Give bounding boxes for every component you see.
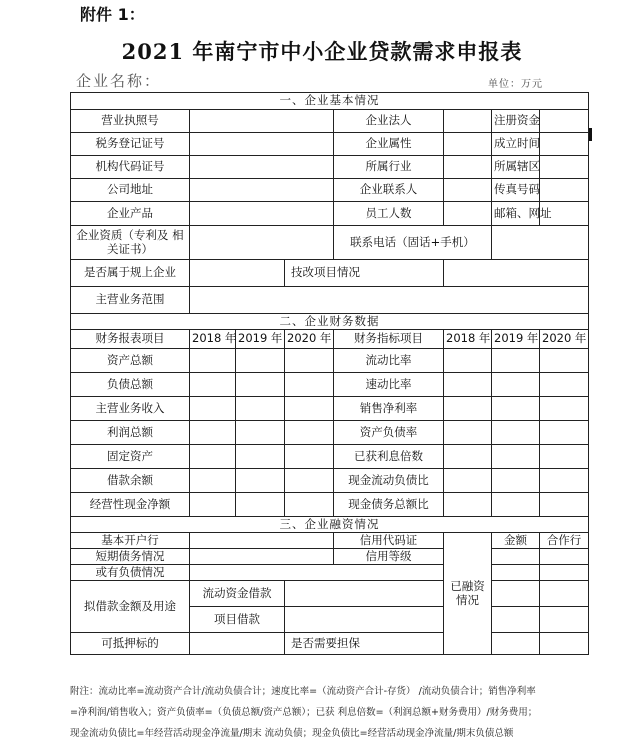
- data-cell[interactable]: [190, 421, 236, 445]
- financed-amount-cell[interactable]: [492, 565, 540, 581]
- registered-capital-label: 注册资金: [492, 110, 540, 133]
- financial-row: [71, 397, 589, 421]
- contact-value[interactable]: [444, 179, 492, 202]
- data-cell[interactable]: [492, 469, 540, 493]
- financed-amount-cell[interactable]: [492, 549, 540, 565]
- short-debt-label: 短期债务情况: [71, 549, 190, 565]
- financial-row-label: 主营业务收入: [71, 397, 190, 421]
- data-cell[interactable]: [236, 469, 285, 493]
- financial-row-label: 借款余额: [71, 469, 190, 493]
- data-cell[interactable]: [190, 445, 236, 469]
- amount-header: 金额: [492, 533, 540, 549]
- financial-row-label: 资产总额: [71, 349, 190, 373]
- financed-amount-cell[interactable]: [492, 607, 540, 633]
- data-cell[interactable]: [492, 421, 540, 445]
- credit-code-label: 信用代码证: [334, 533, 444, 549]
- right-year-2018: 2018 年: [444, 330, 492, 349]
- financial-row: [71, 493, 589, 517]
- data-cell[interactable]: [492, 445, 540, 469]
- financed-bank-cell[interactable]: [540, 565, 589, 581]
- data-cell[interactable]: [285, 421, 334, 445]
- data-cell[interactable]: [236, 397, 285, 421]
- tech-project-value[interactable]: [444, 260, 589, 287]
- address-label: 公司地址: [71, 179, 190, 202]
- financed-bank-cell[interactable]: [540, 607, 589, 633]
- legal-person-value[interactable]: [444, 110, 492, 133]
- footnotes: [70, 681, 610, 744]
- data-cell[interactable]: [285, 445, 334, 469]
- tax-reg-value[interactable]: [190, 133, 334, 156]
- data-cell[interactable]: [444, 397, 492, 421]
- data-cell[interactable]: [285, 397, 334, 421]
- collateral-value[interactable]: [190, 633, 285, 655]
- loan-application-form: [70, 92, 589, 655]
- above-scale-label: 是否属于规上企业: [71, 260, 190, 287]
- fax-value[interactable]: [540, 179, 589, 202]
- data-cell[interactable]: [540, 469, 589, 493]
- data-cell[interactable]: [190, 397, 236, 421]
- data-cell[interactable]: [444, 349, 492, 373]
- data-cell[interactable]: [540, 493, 589, 517]
- financial-row-label: 负债总额: [71, 373, 190, 397]
- financial-row: [71, 373, 589, 397]
- company-nature-label: 企业属性: [334, 133, 444, 156]
- financial-row: [71, 349, 589, 373]
- financial-row-label: 固定资产: [71, 445, 190, 469]
- jurisdiction-label: 所属辖区: [492, 156, 540, 179]
- left-year-2020: 2020 年: [285, 330, 334, 349]
- cooperation-header: 合作行: [540, 533, 589, 549]
- tech-project-label: 技改项目情况: [285, 260, 444, 287]
- company-nature-value[interactable]: [444, 133, 492, 156]
- data-cell[interactable]: [285, 493, 334, 517]
- data-cell[interactable]: [540, 373, 589, 397]
- attachment-label: 附件 1：: [80, 5, 145, 24]
- indicator-row-label: 现金流动负债比: [334, 469, 444, 493]
- financed-bank-cell[interactable]: [540, 581, 589, 607]
- project-loan-value[interactable]: [285, 607, 444, 633]
- report-item-header: 财务报表项目: [71, 330, 190, 349]
- qualification-label: 企业资质（专利及 相关证书）: [71, 226, 190, 260]
- financial-row-label: 利润总额: [71, 421, 190, 445]
- financial-row: [71, 445, 589, 469]
- products-value[interactable]: [190, 202, 334, 226]
- project-loan-label: 项目借款: [190, 607, 285, 633]
- data-cell[interactable]: [492, 493, 540, 517]
- indicator-row-label: 流动比率: [334, 349, 444, 373]
- established-label: 成立时间: [492, 133, 540, 156]
- products-label: 企业产品: [71, 202, 190, 226]
- right-year-2019: 2019 年: [492, 330, 540, 349]
- phone-label: 联系电话（固话+手机）: [334, 226, 492, 260]
- data-cell[interactable]: [285, 373, 334, 397]
- data-cell[interactable]: [492, 397, 540, 421]
- collateral-label: 可抵押标的: [71, 633, 190, 655]
- contingent-label: 或有负债情况: [71, 565, 190, 581]
- data-cell[interactable]: [444, 493, 492, 517]
- employees-value[interactable]: [444, 202, 492, 226]
- email-web-label: 邮箱、网址: [492, 202, 540, 226]
- indicator-row-label: 已获利息倍数: [334, 445, 444, 469]
- data-cell[interactable]: [236, 373, 285, 397]
- financed-amount-cell[interactable]: [492, 581, 540, 607]
- address-value[interactable]: [190, 179, 334, 202]
- contact-label: 企业联系人: [334, 179, 444, 202]
- financial-row: [71, 469, 589, 493]
- data-cell[interactable]: [444, 445, 492, 469]
- footnote-line: 附注：流动比率=流动资产合计/流动负债合计；速度比率=（流动资产合计-存货） /流动负债合计；销售净利率: [70, 686, 536, 697]
- legal-person-label: 企业法人: [334, 110, 444, 133]
- data-cell[interactable]: [190, 349, 236, 373]
- industry-value[interactable]: [444, 156, 492, 179]
- section-financing-title: 三、企业融资情况: [71, 517, 589, 533]
- data-cell[interactable]: [190, 373, 236, 397]
- short-debt-value[interactable]: [190, 549, 334, 565]
- indicator-row-label: 资产负债率: [334, 421, 444, 445]
- data-cell[interactable]: [444, 373, 492, 397]
- org-code-value[interactable]: [190, 156, 334, 179]
- text-cursor: [589, 128, 592, 141]
- footnote-line: 现金流动负债比=年经营活动现金净流量/期末 流动负债；现金负债比=经营活动现金净流量/期末负债总额: [70, 728, 514, 739]
- phone-value[interactable]: [492, 226, 589, 260]
- data-cell[interactable]: [285, 349, 334, 373]
- above-scale-value[interactable]: [190, 260, 285, 287]
- tax-reg-label: 税务登记证号: [71, 133, 190, 156]
- data-cell[interactable]: [444, 421, 492, 445]
- indicator-row-label: 现金债务总额比: [334, 493, 444, 517]
- data-cell[interactable]: [492, 349, 540, 373]
- indicator-row-label: 速动比率: [334, 373, 444, 397]
- fax-label: 传真号码: [492, 179, 540, 202]
- section-basic-info-title: 一、企业基本情况: [71, 93, 589, 110]
- left-year-2019: 2019 年: [236, 330, 285, 349]
- data-cell[interactable]: [236, 421, 285, 445]
- established-value[interactable]: [540, 133, 589, 156]
- page-title: 2021 年南宁市中小企业贷款需求申报表: [121, 39, 523, 64]
- industry-label: 所属行业: [334, 156, 444, 179]
- planned-loan-label: 拟借款金额及用途: [71, 581, 190, 633]
- guarantee-label: 是否需要担保: [285, 633, 444, 655]
- data-cell[interactable]: [236, 493, 285, 517]
- business-scope-value[interactable]: [190, 287, 589, 314]
- data-cell[interactable]: [540, 349, 589, 373]
- data-cell[interactable]: [540, 445, 589, 469]
- data-cell[interactable]: [236, 349, 285, 373]
- financial-row: [71, 421, 589, 445]
- basic-bank-value[interactable]: [190, 533, 334, 549]
- data-cell[interactable]: [492, 373, 540, 397]
- working-capital-label: 流动资金借款: [190, 581, 285, 607]
- data-cell[interactable]: [540, 421, 589, 445]
- indicator-row-label: 销售净利率: [334, 397, 444, 421]
- jurisdiction-value[interactable]: [540, 156, 589, 179]
- data-cell[interactable]: [285, 469, 334, 493]
- section-financial-title: 二、企业财务数据: [71, 314, 589, 330]
- org-code-label: 机构代码证号: [71, 156, 190, 179]
- unit-label: 单位：万元: [488, 79, 543, 90]
- employees-label: 员工人数: [334, 202, 444, 226]
- basic-bank-label: 基本开户行: [71, 533, 190, 549]
- business-license-value[interactable]: [190, 110, 334, 133]
- business-scope-label: 主营业务范围: [71, 287, 190, 314]
- working-capital-value[interactable]: [285, 581, 444, 607]
- right-year-2020: 2020 年: [540, 330, 589, 349]
- financed-bank-cell[interactable]: [540, 549, 589, 565]
- qualification-value[interactable]: [190, 226, 334, 260]
- financed-amount-cell[interactable]: [492, 633, 540, 655]
- financed-bank-cell[interactable]: [540, 633, 589, 655]
- business-license-label: 营业执照号: [71, 110, 190, 133]
- credit-level-label: 信用等级: [334, 549, 444, 565]
- left-year-2018: 2018 年: [190, 330, 236, 349]
- financed-label: 已融资情况: [444, 533, 492, 655]
- registered-capital-value[interactable]: [540, 110, 589, 133]
- data-cell[interactable]: [444, 469, 492, 493]
- financial-row-label: 经营性现金净额: [71, 493, 190, 517]
- data-cell[interactable]: [190, 493, 236, 517]
- contingent-value[interactable]: [190, 565, 444, 581]
- data-cell[interactable]: [236, 445, 285, 469]
- company-name-label: 企业名称：: [76, 72, 162, 90]
- footnote-line: =净利润/销售收入；资产负债率=（负债总额/资产总额）；已获 利息倍数=（利润总额+财务费用）/财务费用；: [70, 707, 538, 718]
- indicator-item-header: 财务指标项目: [334, 330, 444, 349]
- data-cell[interactable]: [540, 397, 589, 421]
- data-cell[interactable]: [190, 469, 236, 493]
